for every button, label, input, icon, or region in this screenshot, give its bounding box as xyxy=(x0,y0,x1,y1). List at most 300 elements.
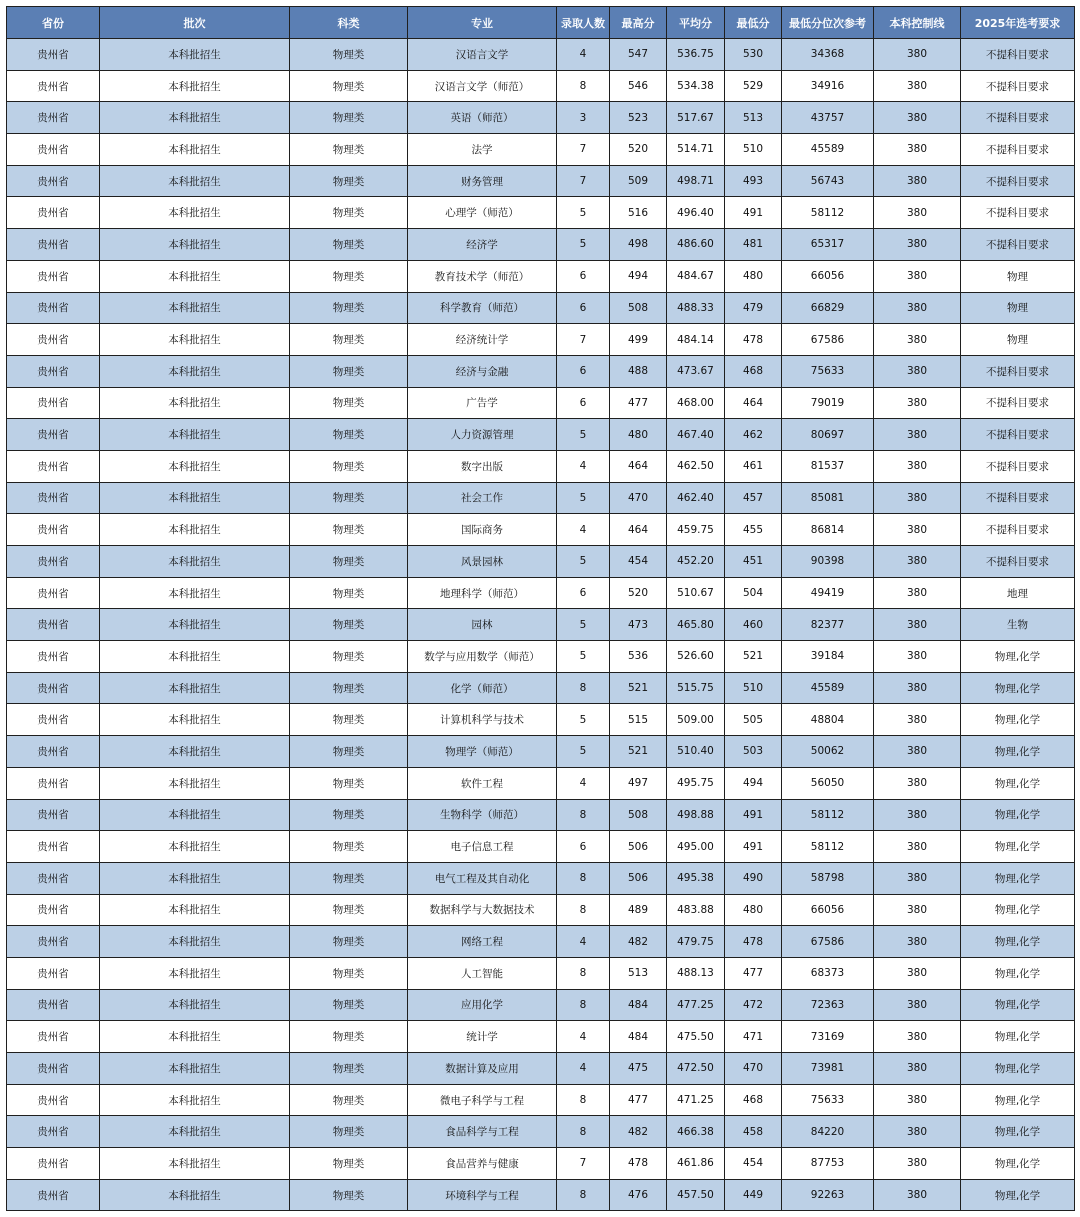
cell-major: 汉语言文学（师范） xyxy=(408,70,557,102)
cell-min-rank: 73981 xyxy=(782,1053,874,1085)
cell-batch: 本科批招生 xyxy=(100,609,290,641)
cell-subject-requirement: 物理,化学 xyxy=(961,1179,1075,1211)
cell-min-score: 457 xyxy=(725,482,782,514)
cell-subject-requirement: 物理,化学 xyxy=(961,1021,1075,1053)
cell-max-score: 484 xyxy=(610,989,667,1021)
cell-min-rank: 90398 xyxy=(782,546,874,578)
cell-min-score: 491 xyxy=(725,799,782,831)
cell-avg-score: 498.71 xyxy=(667,165,725,197)
header-province: 省份 xyxy=(7,7,100,39)
cell-min-rank: 79019 xyxy=(782,387,874,419)
cell-admitted-count: 8 xyxy=(557,1179,610,1211)
cell-min-score: 503 xyxy=(725,736,782,768)
table-body xyxy=(7,39,1075,1211)
cell-subject-requirement: 物理,化学 xyxy=(961,862,1075,894)
cell-min-rank: 86814 xyxy=(782,514,874,546)
cell-major: 经济与金融 xyxy=(408,355,557,387)
cell-control-line: 380 xyxy=(874,1148,961,1180)
cell-avg-score: 510.67 xyxy=(667,577,725,609)
cell-max-score: 520 xyxy=(610,134,667,166)
cell-avg-score: 510.40 xyxy=(667,736,725,768)
cell-category: 物理类 xyxy=(290,894,408,926)
table-row xyxy=(7,609,1075,641)
cell-max-score: 478 xyxy=(610,1148,667,1180)
cell-batch: 本科批招生 xyxy=(100,672,290,704)
cell-subject-requirement: 不提科目要求 xyxy=(961,70,1075,102)
cell-avg-score: 514.71 xyxy=(667,134,725,166)
cell-admitted-count: 4 xyxy=(557,39,610,71)
header-batch: 批次 xyxy=(100,7,290,39)
header-max-score: 最高分 xyxy=(610,7,667,39)
cell-max-score: 508 xyxy=(610,292,667,324)
cell-province: 贵州省 xyxy=(7,102,100,134)
cell-avg-score: 495.38 xyxy=(667,862,725,894)
cell-avg-score: 488.33 xyxy=(667,292,725,324)
cell-avg-score: 471.25 xyxy=(667,1084,725,1116)
table-row xyxy=(7,197,1075,229)
cell-category: 物理类 xyxy=(290,862,408,894)
cell-subject-requirement: 物理,化学 xyxy=(961,989,1075,1021)
cell-batch: 本科批招生 xyxy=(100,134,290,166)
cell-min-rank: 66829 xyxy=(782,292,874,324)
cell-major: 电气工程及其自动化 xyxy=(408,862,557,894)
cell-admitted-count: 4 xyxy=(557,926,610,958)
cell-min-score: 491 xyxy=(725,831,782,863)
header-min-score: 最低分 xyxy=(725,7,782,39)
cell-category: 物理类 xyxy=(290,482,408,514)
cell-province: 贵州省 xyxy=(7,577,100,609)
cell-major: 电子信息工程 xyxy=(408,831,557,863)
cell-batch: 本科批招生 xyxy=(100,419,290,451)
cell-batch: 本科批招生 xyxy=(100,1179,290,1211)
cell-avg-score: 466.38 xyxy=(667,1116,725,1148)
cell-batch: 本科批招生 xyxy=(100,229,290,261)
cell-control-line: 380 xyxy=(874,609,961,641)
cell-avg-score: 467.40 xyxy=(667,419,725,451)
cell-min-score: 471 xyxy=(725,1021,782,1053)
cell-batch: 本科批招生 xyxy=(100,799,290,831)
cell-major: 人工智能 xyxy=(408,957,557,989)
header-subject-requirement: 2025年选考要求 xyxy=(961,7,1075,39)
cell-min-score: 449 xyxy=(725,1179,782,1211)
cell-min-rank: 66056 xyxy=(782,894,874,926)
cell-control-line: 380 xyxy=(874,1179,961,1211)
cell-batch: 本科批招生 xyxy=(100,165,290,197)
cell-category: 物理类 xyxy=(290,1148,408,1180)
cell-major: 园林 xyxy=(408,609,557,641)
cell-min-score: 478 xyxy=(725,926,782,958)
cell-batch: 本科批招生 xyxy=(100,70,290,102)
cell-major: 风景园林 xyxy=(408,546,557,578)
table-row xyxy=(7,70,1075,102)
cell-avg-score: 496.40 xyxy=(667,197,725,229)
cell-subject-requirement: 物理,化学 xyxy=(961,1148,1075,1180)
cell-min-score: 468 xyxy=(725,1084,782,1116)
cell-subject-requirement: 不提科目要求 xyxy=(961,514,1075,546)
table-row xyxy=(7,831,1075,863)
cell-min-rank: 66056 xyxy=(782,260,874,292)
cell-max-score: 508 xyxy=(610,799,667,831)
cell-category: 物理类 xyxy=(290,1021,408,1053)
cell-avg-score: 461.86 xyxy=(667,1148,725,1180)
cell-category: 物理类 xyxy=(290,165,408,197)
cell-subject-requirement: 不提科目要求 xyxy=(961,39,1075,71)
cell-subject-requirement: 地理 xyxy=(961,577,1075,609)
cell-category: 物理类 xyxy=(290,260,408,292)
table-row xyxy=(7,39,1075,71)
cell-max-score: 477 xyxy=(610,387,667,419)
cell-major: 心理学（师范） xyxy=(408,197,557,229)
cell-avg-score: 509.00 xyxy=(667,704,725,736)
cell-max-score: 464 xyxy=(610,450,667,482)
cell-max-score: 477 xyxy=(610,1084,667,1116)
cell-avg-score: 475.50 xyxy=(667,1021,725,1053)
cell-admitted-count: 8 xyxy=(557,70,610,102)
cell-max-score: 513 xyxy=(610,957,667,989)
cell-max-score: 536 xyxy=(610,641,667,673)
cell-major: 科学教育（师范） xyxy=(408,292,557,324)
cell-batch: 本科批招生 xyxy=(100,450,290,482)
cell-min-rank: 48804 xyxy=(782,704,874,736)
cell-control-line: 380 xyxy=(874,482,961,514)
table-row xyxy=(7,514,1075,546)
cell-admitted-count: 5 xyxy=(557,197,610,229)
cell-batch: 本科批招生 xyxy=(100,577,290,609)
cell-major: 化学（师范） xyxy=(408,672,557,704)
cell-min-score: 505 xyxy=(725,704,782,736)
cell-admitted-count: 8 xyxy=(557,862,610,894)
cell-max-score: 521 xyxy=(610,736,667,768)
cell-province: 贵州省 xyxy=(7,672,100,704)
cell-batch: 本科批招生 xyxy=(100,831,290,863)
cell-min-score: 480 xyxy=(725,260,782,292)
cell-major: 微电子科学与工程 xyxy=(408,1084,557,1116)
cell-min-score: 460 xyxy=(725,609,782,641)
cell-batch: 本科批招生 xyxy=(100,482,290,514)
cell-max-score: 482 xyxy=(610,1116,667,1148)
cell-subject-requirement: 物理,化学 xyxy=(961,1053,1075,1085)
cell-avg-score: 483.88 xyxy=(667,894,725,926)
table-row xyxy=(7,387,1075,419)
cell-max-score: 520 xyxy=(610,577,667,609)
cell-category: 物理类 xyxy=(290,70,408,102)
cell-admitted-count: 8 xyxy=(557,672,610,704)
cell-subject-requirement: 不提科目要求 xyxy=(961,165,1075,197)
cell-subject-requirement: 不提科目要求 xyxy=(961,482,1075,514)
cell-avg-score: 526.60 xyxy=(667,641,725,673)
cell-control-line: 380 xyxy=(874,387,961,419)
cell-min-score: 481 xyxy=(725,229,782,261)
cell-batch: 本科批招生 xyxy=(100,704,290,736)
cell-min-score: 477 xyxy=(725,957,782,989)
cell-batch: 本科批招生 xyxy=(100,957,290,989)
cell-control-line: 380 xyxy=(874,1053,961,1085)
cell-min-score: 530 xyxy=(725,39,782,71)
header-admitted-count: 录取人数 xyxy=(557,7,610,39)
table-row xyxy=(7,672,1075,704)
table-row xyxy=(7,1084,1075,1116)
cell-admitted-count: 4 xyxy=(557,1053,610,1085)
table-row xyxy=(7,957,1075,989)
cell-major: 汉语言文学 xyxy=(408,39,557,71)
cell-major: 统计学 xyxy=(408,1021,557,1053)
cell-subject-requirement: 物理,化学 xyxy=(961,831,1075,863)
cell-batch: 本科批招生 xyxy=(100,736,290,768)
cell-control-line: 380 xyxy=(874,419,961,451)
cell-control-line: 380 xyxy=(874,260,961,292)
cell-province: 贵州省 xyxy=(7,482,100,514)
cell-min-rank: 67586 xyxy=(782,926,874,958)
cell-min-rank: 67586 xyxy=(782,324,874,356)
cell-admitted-count: 8 xyxy=(557,989,610,1021)
cell-min-score: 462 xyxy=(725,419,782,451)
cell-province: 贵州省 xyxy=(7,229,100,261)
cell-major: 数字出版 xyxy=(408,450,557,482)
cell-min-score: 464 xyxy=(725,387,782,419)
cell-subject-requirement: 物理,化学 xyxy=(961,926,1075,958)
cell-batch: 本科批招生 xyxy=(100,292,290,324)
table-row xyxy=(7,704,1075,736)
cell-avg-score: 517.67 xyxy=(667,102,725,134)
cell-avg-score: 495.00 xyxy=(667,831,725,863)
cell-major: 数学与应用数学（师范） xyxy=(408,641,557,673)
cell-avg-score: 479.75 xyxy=(667,926,725,958)
cell-subject-requirement: 物理,化学 xyxy=(961,799,1075,831)
cell-max-score: 515 xyxy=(610,704,667,736)
cell-min-rank: 80697 xyxy=(782,419,874,451)
table-row xyxy=(7,546,1075,578)
cell-control-line: 380 xyxy=(874,546,961,578)
cell-major: 地理科学（师范） xyxy=(408,577,557,609)
cell-min-rank: 50062 xyxy=(782,736,874,768)
cell-major: 英语（师范） xyxy=(408,102,557,134)
table-row xyxy=(7,736,1075,768)
cell-control-line: 380 xyxy=(874,1084,961,1116)
cell-major: 财务管理 xyxy=(408,165,557,197)
cell-control-line: 380 xyxy=(874,767,961,799)
cell-min-score: 468 xyxy=(725,355,782,387)
cell-control-line: 380 xyxy=(874,514,961,546)
cell-subject-requirement: 物理 xyxy=(961,324,1075,356)
cell-min-rank: 65317 xyxy=(782,229,874,261)
cell-control-line: 380 xyxy=(874,39,961,71)
cell-avg-score: 459.75 xyxy=(667,514,725,546)
cell-subject-requirement: 不提科目要求 xyxy=(961,546,1075,578)
cell-category: 物理类 xyxy=(290,134,408,166)
cell-avg-score: 498.88 xyxy=(667,799,725,831)
table-row xyxy=(7,324,1075,356)
cell-subject-requirement: 不提科目要求 xyxy=(961,197,1075,229)
cell-max-score: 547 xyxy=(610,39,667,71)
cell-control-line: 380 xyxy=(874,799,961,831)
cell-max-score: 489 xyxy=(610,894,667,926)
cell-min-score: 451 xyxy=(725,546,782,578)
cell-subject-requirement: 物理,化学 xyxy=(961,704,1075,736)
cell-major: 计算机科学与技术 xyxy=(408,704,557,736)
cell-control-line: 380 xyxy=(874,704,961,736)
cell-province: 贵州省 xyxy=(7,1179,100,1211)
cell-batch: 本科批招生 xyxy=(100,862,290,894)
cell-avg-score: 484.67 xyxy=(667,260,725,292)
cell-major: 应用化学 xyxy=(408,989,557,1021)
cell-category: 物理类 xyxy=(290,1084,408,1116)
table-row xyxy=(7,165,1075,197)
cell-major: 广告学 xyxy=(408,387,557,419)
cell-min-rank: 81537 xyxy=(782,450,874,482)
cell-major: 教育技术学（师范） xyxy=(408,260,557,292)
cell-category: 物理类 xyxy=(290,39,408,71)
cell-province: 贵州省 xyxy=(7,70,100,102)
cell-avg-score: 465.80 xyxy=(667,609,725,641)
cell-min-rank: 58112 xyxy=(782,197,874,229)
cell-max-score: 498 xyxy=(610,229,667,261)
cell-admitted-count: 7 xyxy=(557,165,610,197)
cell-batch: 本科批招生 xyxy=(100,355,290,387)
cell-min-score: 494 xyxy=(725,767,782,799)
cell-major: 经济学 xyxy=(408,229,557,261)
cell-avg-score: 457.50 xyxy=(667,1179,725,1211)
cell-min-rank: 34916 xyxy=(782,70,874,102)
cell-max-score: 480 xyxy=(610,419,667,451)
cell-batch: 本科批招生 xyxy=(100,102,290,134)
cell-subject-requirement: 不提科目要求 xyxy=(961,102,1075,134)
cell-category: 物理类 xyxy=(290,546,408,578)
cell-max-score: 470 xyxy=(610,482,667,514)
cell-admitted-count: 6 xyxy=(557,260,610,292)
cell-admitted-count: 5 xyxy=(557,641,610,673)
cell-province: 贵州省 xyxy=(7,736,100,768)
cell-min-score: 479 xyxy=(725,292,782,324)
cell-max-score: 494 xyxy=(610,260,667,292)
cell-control-line: 380 xyxy=(874,292,961,324)
cell-min-score: 513 xyxy=(725,102,782,134)
cell-category: 物理类 xyxy=(290,102,408,134)
cell-major: 国际商务 xyxy=(408,514,557,546)
table-row xyxy=(7,799,1075,831)
cell-min-rank: 39184 xyxy=(782,641,874,673)
cell-subject-requirement: 不提科目要求 xyxy=(961,387,1075,419)
cell-min-score: 480 xyxy=(725,894,782,926)
cell-control-line: 380 xyxy=(874,672,961,704)
cell-category: 物理类 xyxy=(290,641,408,673)
table-row xyxy=(7,482,1075,514)
cell-admitted-count: 6 xyxy=(557,355,610,387)
cell-min-rank: 73169 xyxy=(782,1021,874,1053)
cell-control-line: 380 xyxy=(874,450,961,482)
cell-category: 物理类 xyxy=(290,450,408,482)
cell-avg-score: 495.75 xyxy=(667,767,725,799)
cell-admitted-count: 5 xyxy=(557,736,610,768)
cell-min-score: 510 xyxy=(725,672,782,704)
cell-max-score: 506 xyxy=(610,831,667,863)
cell-batch: 本科批招生 xyxy=(100,39,290,71)
cell-max-score: 484 xyxy=(610,1021,667,1053)
cell-control-line: 380 xyxy=(874,989,961,1021)
cell-category: 物理类 xyxy=(290,355,408,387)
table-row xyxy=(7,450,1075,482)
cell-control-line: 380 xyxy=(874,894,961,926)
cell-min-rank: 58112 xyxy=(782,831,874,863)
table-row xyxy=(7,577,1075,609)
cell-max-score: 476 xyxy=(610,1179,667,1211)
cell-province: 贵州省 xyxy=(7,1021,100,1053)
cell-max-score: 546 xyxy=(610,70,667,102)
cell-min-rank: 84220 xyxy=(782,1116,874,1148)
cell-admitted-count: 4 xyxy=(557,450,610,482)
cell-max-score: 464 xyxy=(610,514,667,546)
table-row xyxy=(7,260,1075,292)
cell-batch: 本科批招生 xyxy=(100,546,290,578)
cell-min-score: 491 xyxy=(725,197,782,229)
cell-admitted-count: 6 xyxy=(557,387,610,419)
table-row xyxy=(7,1116,1075,1148)
cell-province: 贵州省 xyxy=(7,292,100,324)
cell-min-score: 521 xyxy=(725,641,782,673)
cell-min-rank: 72363 xyxy=(782,989,874,1021)
cell-admitted-count: 3 xyxy=(557,102,610,134)
cell-admitted-count: 8 xyxy=(557,894,610,926)
cell-major: 数据科学与大数据技术 xyxy=(408,894,557,926)
cell-min-score: 493 xyxy=(725,165,782,197)
cell-province: 贵州省 xyxy=(7,862,100,894)
cell-province: 贵州省 xyxy=(7,419,100,451)
cell-control-line: 380 xyxy=(874,831,961,863)
header-min-rank: 最低分位次参考 xyxy=(782,7,874,39)
cell-control-line: 380 xyxy=(874,324,961,356)
table-row xyxy=(7,1021,1075,1053)
cell-min-score: 504 xyxy=(725,577,782,609)
cell-batch: 本科批招生 xyxy=(100,1021,290,1053)
cell-province: 贵州省 xyxy=(7,609,100,641)
cell-province: 贵州省 xyxy=(7,1148,100,1180)
table-row xyxy=(7,229,1075,261)
cell-min-rank: 34368 xyxy=(782,39,874,71)
table-row xyxy=(7,1148,1075,1180)
cell-min-score: 470 xyxy=(725,1053,782,1085)
cell-category: 物理类 xyxy=(290,609,408,641)
cell-min-score: 510 xyxy=(725,134,782,166)
cell-province: 贵州省 xyxy=(7,767,100,799)
table-row xyxy=(7,1179,1075,1211)
cell-province: 贵州省 xyxy=(7,1116,100,1148)
cell-subject-requirement: 不提科目要求 xyxy=(961,229,1075,261)
cell-subject-requirement: 不提科目要求 xyxy=(961,419,1075,451)
cell-admitted-count: 5 xyxy=(557,482,610,514)
cell-avg-score: 477.25 xyxy=(667,989,725,1021)
cell-control-line: 380 xyxy=(874,102,961,134)
cell-admitted-count: 8 xyxy=(557,799,610,831)
cell-category: 物理类 xyxy=(290,292,408,324)
cell-subject-requirement: 不提科目要求 xyxy=(961,355,1075,387)
cell-max-score: 488 xyxy=(610,355,667,387)
cell-admitted-count: 4 xyxy=(557,767,610,799)
table-row xyxy=(7,641,1075,673)
cell-category: 物理类 xyxy=(290,324,408,356)
cell-control-line: 380 xyxy=(874,1021,961,1053)
table-row xyxy=(7,134,1075,166)
admission-table-container xyxy=(6,6,1074,1211)
cell-max-score: 482 xyxy=(610,926,667,958)
cell-province: 贵州省 xyxy=(7,894,100,926)
cell-avg-score: 462.40 xyxy=(667,482,725,514)
cell-subject-requirement: 不提科目要求 xyxy=(961,134,1075,166)
cell-major: 食品科学与工程 xyxy=(408,1116,557,1148)
cell-avg-score: 452.20 xyxy=(667,546,725,578)
cell-batch: 本科批招生 xyxy=(100,387,290,419)
cell-min-rank: 82377 xyxy=(782,609,874,641)
cell-batch: 本科批招生 xyxy=(100,1084,290,1116)
cell-admitted-count: 5 xyxy=(557,704,610,736)
